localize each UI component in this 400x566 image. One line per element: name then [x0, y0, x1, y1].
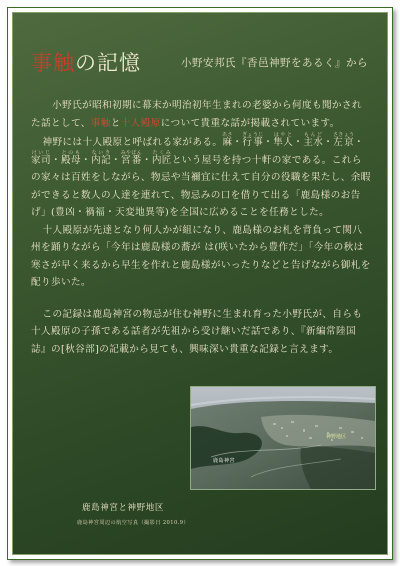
p2-text-b: という屋号を持つ十軒の家である。これらの家々は百姓をしながら、物忌や当禰宜に仕えて自分の役職を果たし、余暇ができると数人の人達を連れて、物忌みの口を借りて出る「鹿島様のお告げ」(豊凶・禍福・天変地異等)を全国に広めることを任務とした。 — [31, 154, 371, 218]
house-name-separator: ・ — [141, 154, 152, 166]
document-page — [7, 7, 393, 560]
house-name-separator: ・ — [263, 137, 274, 148]
photo-caption: 鹿島神宮と神野地区 — [82, 503, 164, 513]
title-row — [31, 47, 376, 77]
p2-text-a: 神野には十人殿原と呼ばれる家がある。 — [42, 137, 223, 148]
house-name-separator: ・ — [323, 137, 334, 148]
house-name-separator: ・ — [293, 137, 304, 148]
title-highlight: 事触 — [31, 51, 75, 75]
photo-subcaption: 鹿島神宮周辺の航空写真（撮影日 2010.9） — [76, 520, 189, 526]
page-subtitle: 小野安邦氏『香邑神野をあるく』から — [181, 57, 368, 69]
house-name: 行事ぎょうじ — [242, 132, 264, 148]
green-panel — [12, 12, 388, 555]
house-name: 家司けいじ — [31, 149, 51, 166]
house-name-separator: ・ — [111, 154, 121, 166]
title-rest: の記憶 — [75, 51, 141, 75]
p1-text-b: と — [110, 117, 121, 129]
house-name: 内記ないき — [91, 149, 111, 166]
house-name: 隼人はやと — [273, 132, 294, 148]
house-name: 殿母とのも — [61, 149, 81, 166]
p1-text-a: 小野氏が昭和初期に幕末か明治初年生まれの老婆から何度も聞かされた話として、 — [31, 100, 362, 129]
house-name-separator: ・ — [354, 137, 365, 148]
house-name-separator: ・ — [232, 137, 243, 148]
photo-label-kanno: 神野地区 — [326, 434, 347, 440]
paragraph-1 — [31, 97, 371, 132]
paragraph-3: 十人殿原が先達となり何人かが組になり、鹿島様のお札を背負って関八州を踊りながら「今年は鹿島様の蕎が は(咲いたから豊作だ」「今年の秋は寒さが早く来るから早生を作れと鹿島様がいったりなどと告げながら御札を配り歩いた。 — [31, 224, 371, 288]
p1-text-c: について貴重な話が掲載されています。 — [160, 117, 340, 129]
house-name: 宮番みやばん — [120, 149, 143, 166]
keyword-kotofure: 事触 — [90, 117, 111, 129]
house-name-separator: ・ — [51, 154, 61, 166]
house-name: 内匠たくみ — [151, 149, 172, 166]
aerial-photo-image — [191, 387, 375, 489]
house-name: 主水もんど — [303, 132, 324, 148]
page-title — [31, 47, 141, 77]
house-name: 左京さきょう — [332, 132, 355, 148]
aerial-photo — [190, 386, 376, 490]
house-name-separator: ・ — [81, 154, 91, 166]
paragraph-2 — [31, 132, 371, 222]
photo-label-kashima-jingu: 鹿島神宮 — [213, 458, 236, 464]
keyword-juunin-tonobara: 十人殿原 — [120, 117, 161, 129]
house-name: 麻あさ — [222, 132, 233, 148]
article-body — [31, 97, 371, 358]
paragraph-4: この記録は鹿島神宮の物忌が住む神野に生まれ育った小野氏が、自らも十人殿原の子孫である話者が先祖から受け継いだ話であり、『新編常陸国誌』の[秋谷部]の記載から見ても、興味深い貴重な記録と言えます。 — [31, 308, 363, 355]
